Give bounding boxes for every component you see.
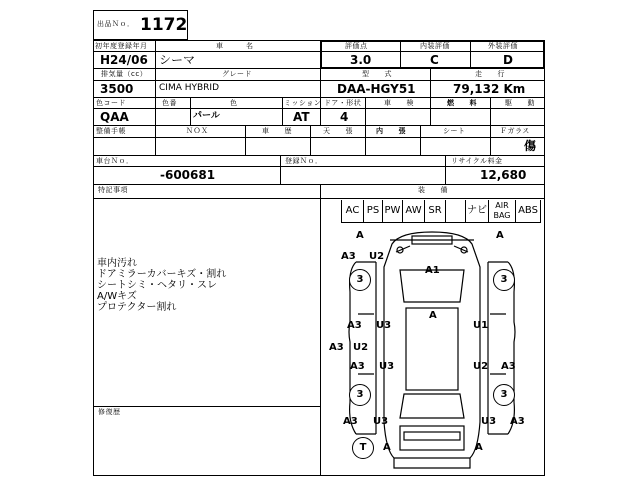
interior-score-value: C bbox=[430, 53, 439, 67]
damage-mark: A3 bbox=[510, 416, 525, 427]
wheel-front-left: 3 bbox=[349, 269, 371, 291]
doors-label: ドア・形状 bbox=[324, 99, 362, 107]
note-line: プロテクター割れ bbox=[97, 302, 177, 313]
drive-label: 駆 動 bbox=[505, 99, 535, 107]
damage-mark: U3 bbox=[376, 320, 392, 331]
damage-mark: A bbox=[496, 230, 504, 241]
first-reg-label: 初年度登録年月 bbox=[95, 42, 148, 50]
damage-mark: U2 bbox=[353, 342, 369, 353]
repair-history-label: 修復歴 bbox=[98, 408, 121, 416]
f-glass-value: 傷 bbox=[524, 139, 537, 153]
damage-mark: A3 bbox=[350, 361, 365, 372]
mileage-label: 走 行 bbox=[475, 70, 505, 78]
chassis-no-value: -600681 bbox=[160, 168, 216, 182]
transmission-label: ミッション bbox=[284, 99, 322, 107]
damage-mark: U3 bbox=[379, 361, 395, 372]
note-line: 車内汚れ bbox=[97, 258, 137, 269]
equip-pw: PW bbox=[382, 200, 402, 222]
roof-label: 天 張 bbox=[323, 127, 353, 135]
reg-no-label: 登録Ｎｏ． bbox=[285, 157, 323, 165]
model-name-label: 車 名 bbox=[216, 42, 254, 50]
first-reg-value: H24/06 bbox=[100, 53, 148, 67]
color-label: 色 bbox=[230, 99, 238, 107]
equip-ps: PS bbox=[363, 200, 382, 222]
special-notes-label: 特記事項 bbox=[98, 186, 128, 194]
wheel-rear-right: 3 bbox=[493, 384, 515, 406]
color-no-label: 色番 bbox=[162, 99, 177, 107]
recycle-fee-label: リサイクル料金 bbox=[451, 157, 503, 165]
color-code-label: 色コード bbox=[96, 99, 126, 107]
damage-mark: A bbox=[429, 310, 437, 321]
damage-mark: A3 bbox=[329, 342, 344, 353]
damage-mark: A3 bbox=[347, 320, 362, 331]
equip-abs: ABS bbox=[515, 200, 541, 222]
doors-value: 4 bbox=[340, 110, 349, 124]
equip-blank bbox=[445, 200, 465, 222]
damage-mark: A3 bbox=[501, 361, 516, 372]
damage-mark: U1 bbox=[473, 320, 489, 331]
model-code-value: DAA-HGY51 bbox=[337, 82, 416, 96]
lot-number-box bbox=[93, 10, 188, 40]
exterior-score-value: D bbox=[503, 53, 513, 67]
lot-label: 出品Ｎｏ． bbox=[97, 20, 135, 28]
damage-mark: A3 bbox=[341, 251, 356, 262]
damage-mark: U2 bbox=[369, 251, 385, 262]
recycle-fee-value: 12,680 bbox=[480, 168, 527, 182]
damage-mark: A bbox=[475, 442, 483, 453]
vehicle-inspection-label: 車 検 bbox=[384, 99, 414, 107]
vehicle-history-label: 車 歴 bbox=[262, 127, 292, 135]
damage-mark: U3 bbox=[373, 416, 389, 427]
damage-mark: U2 bbox=[473, 361, 489, 372]
lot-number: 1172 bbox=[140, 15, 188, 35]
note-line: A/Wキズ bbox=[97, 291, 137, 302]
transmission-value: AT bbox=[293, 110, 310, 124]
color-value: パール bbox=[193, 111, 220, 121]
note-line: シートシミ・ヘタリ・スレ bbox=[97, 280, 217, 291]
equip-sr: SR bbox=[424, 200, 445, 222]
grade-label: グレード bbox=[222, 70, 252, 78]
wheel-front-right: 3 bbox=[493, 269, 515, 291]
grade-value: CIMA HYBRID bbox=[159, 83, 219, 93]
equipment-label: 装 備 bbox=[418, 186, 448, 194]
f-glass-label: Ｆガラス bbox=[500, 127, 530, 135]
model-name-value: シーマ bbox=[159, 53, 196, 67]
mileage-value: 79,132 Km bbox=[453, 82, 526, 96]
spare-tire: T bbox=[352, 437, 374, 459]
interior-trim-label: 内 張 bbox=[376, 127, 406, 135]
chassis-no-label: 車台Ｎｏ． bbox=[96, 157, 134, 165]
fuel-label: 燃 料 bbox=[447, 99, 477, 107]
displacement-value: 3500 bbox=[100, 82, 134, 96]
displacement-label: 排気量（cc） bbox=[101, 70, 148, 78]
nox-label: ＮＯＸ bbox=[186, 127, 209, 135]
damage-mark: A bbox=[383, 442, 391, 453]
equip-ac: AC bbox=[341, 200, 363, 222]
wheel-rear-left: 3 bbox=[349, 384, 371, 406]
model-code-label: 型 式 bbox=[362, 70, 392, 78]
equip-aw: AW bbox=[402, 200, 424, 222]
equip-airbag: AIR BAG bbox=[488, 200, 515, 222]
damage-mark: A1 bbox=[425, 265, 440, 276]
exterior-score-label: 外装評価 bbox=[488, 42, 518, 50]
damage-mark: A3 bbox=[343, 416, 358, 427]
color-code-value: QAA bbox=[100, 110, 129, 124]
damage-mark: U3 bbox=[481, 416, 497, 427]
special-notes-list bbox=[97, 258, 226, 313]
maintenance-label: 整備手帳 bbox=[96, 127, 126, 135]
damage-mark: A bbox=[356, 230, 364, 241]
grade-score-label: 評価点 bbox=[345, 42, 368, 50]
note-line: ドアミラーカバーキズ・割れ bbox=[97, 269, 227, 280]
interior-score-label: 内装評価 bbox=[420, 42, 450, 50]
grade-score-value: 3.0 bbox=[350, 53, 372, 67]
seat-label: シート bbox=[443, 127, 466, 135]
equip-navi: ナビ bbox=[465, 200, 488, 222]
